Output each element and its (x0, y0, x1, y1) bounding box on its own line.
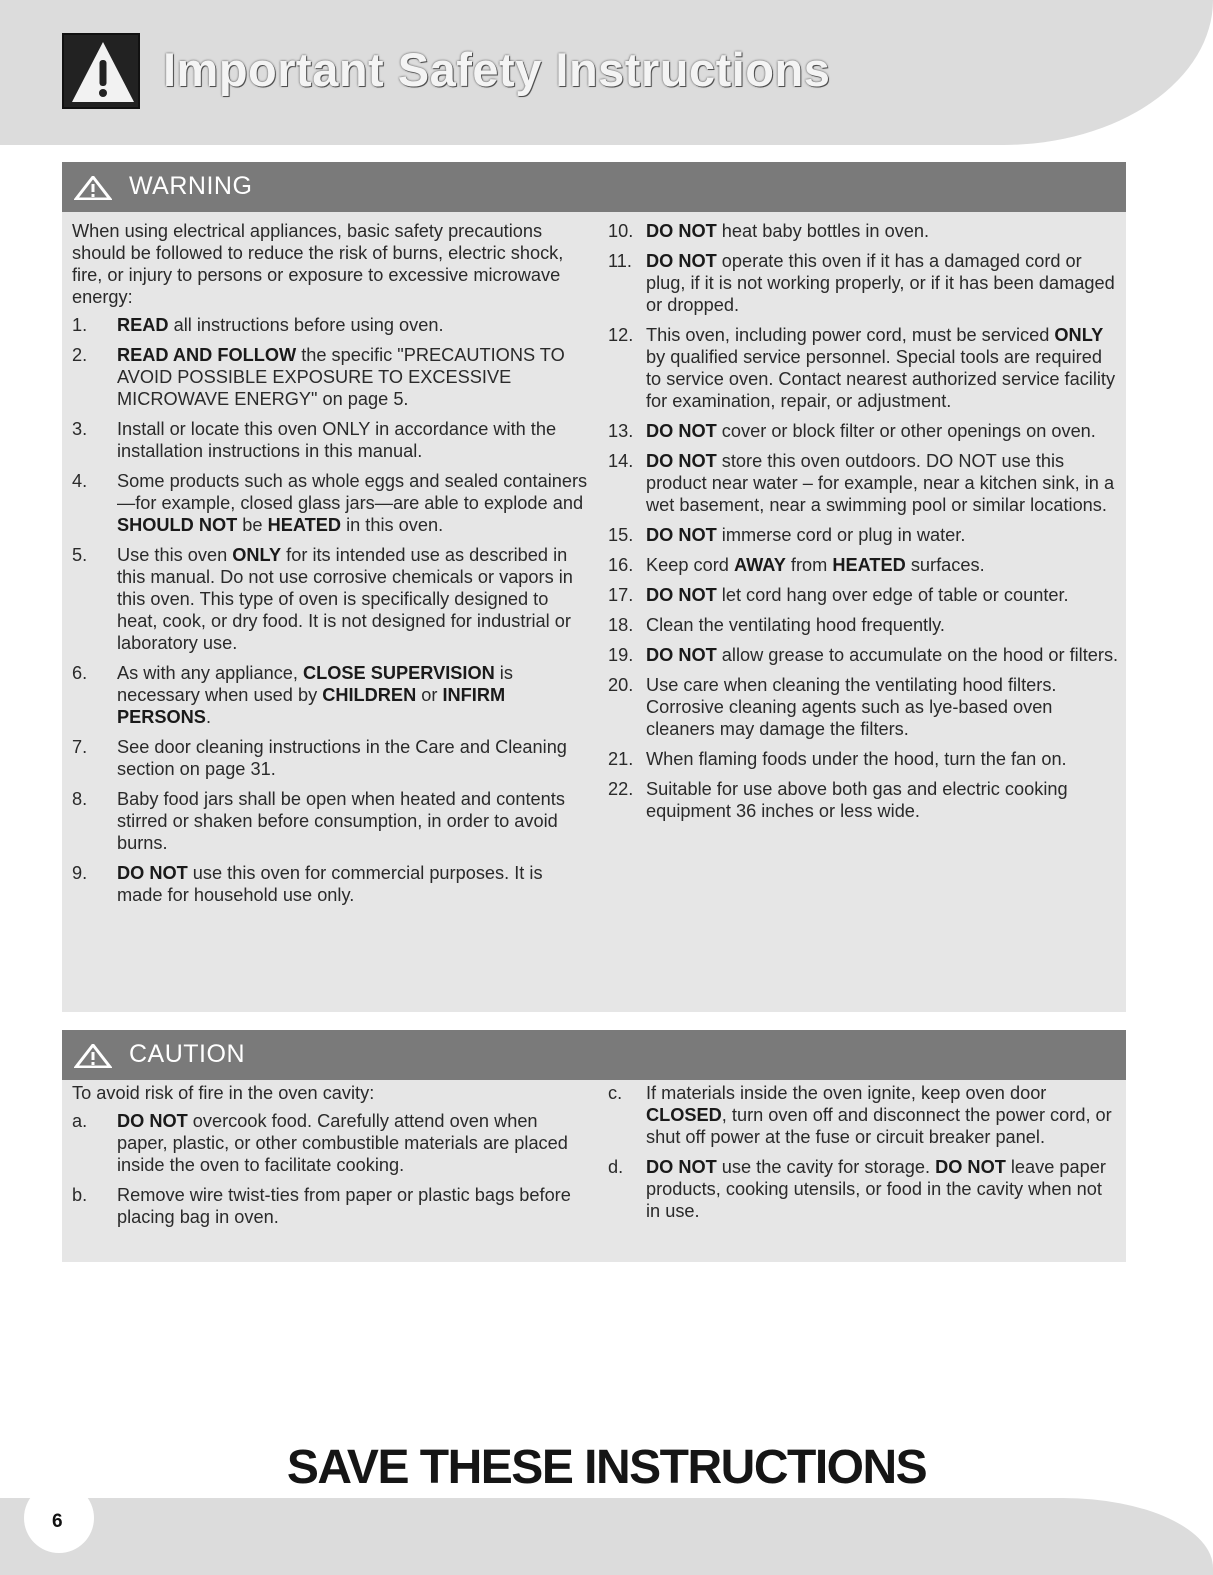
list-item-number: 11. (608, 251, 632, 271)
list-item (72, 344, 592, 410)
list-item-emphasis: DO NOT (117, 1111, 188, 1131)
list-item-text: Suitable for use above both gas and electric cooking equipment 36 inches or less wide. (646, 779, 1068, 821)
list-item-emphasis: HEATED (832, 555, 906, 575)
list-item-text: in this oven. (341, 515, 444, 535)
warning-right-column (608, 220, 1120, 830)
list-item (608, 644, 1120, 666)
list-item (72, 470, 592, 536)
warning-header-bar (62, 162, 1126, 212)
caution-list-left (72, 1110, 572, 1228)
list-item-text: use this oven for commercial purposes. It is made for household use only. (117, 863, 543, 905)
list-item-text: Use this oven (117, 545, 233, 565)
list-item-number: 3. (72, 419, 88, 439)
list-item-text: Clean the ventilating hood frequently. (646, 615, 945, 635)
list-item (72, 418, 592, 462)
list-item-number: 7. (72, 737, 88, 757)
list-item (608, 420, 1120, 442)
list-item (72, 1184, 572, 1228)
list-item-emphasis: ONLY (1054, 325, 1104, 345)
list-item-text: by qualified service personnel. Special tools are required to service oven. Contact nearest authorized service facility for examination, repair, or adjustment. (646, 347, 1116, 411)
list-item-number: 15. (608, 525, 634, 545)
list-item-text: be (237, 515, 268, 535)
list-item (608, 614, 1120, 636)
list-item-number: 22. (608, 779, 634, 799)
list-item-emphasis: CHILDREN (322, 685, 417, 705)
list-item-emphasis: SHOULD NOT (117, 515, 238, 535)
list-item-text: Remove wire twist-ties from paper or plastic bags before placing bag in oven. (117, 1185, 571, 1227)
list-item-emphasis: INFIRM PERSONS (117, 685, 506, 727)
list-item-number: 12. (608, 325, 634, 345)
list-item (72, 544, 592, 654)
list-item-number: 17. (608, 585, 634, 605)
caution-header-bar (62, 1030, 1126, 1080)
list-item (608, 1082, 1120, 1148)
warning-title: WARNING (129, 172, 253, 200)
list-item-text: . (205, 707, 212, 727)
list-item-number: d. (608, 1157, 624, 1177)
list-item-emphasis: DO NOT (646, 1157, 717, 1177)
list-item-number: 21. (608, 749, 634, 769)
list-item-text: As with any appliance, (117, 663, 304, 683)
footer-band (0, 1498, 1213, 1575)
list-item-emphasis: DO NOT (646, 525, 717, 545)
page-title: Important Safety Instructions (163, 43, 831, 96)
list-item-text: overcook food. Carefully attend oven when paper, plastic, or other combustible materials are placed inside the oven to facilitate cooking. (117, 1111, 568, 1175)
list-item-emphasis: HEATED (267, 515, 342, 535)
list-item-text: store this oven outdoors. DO NOT use this product near water – for example, near a kitchen sink, in a wet basement, near a swimming pool or similar locations. (646, 451, 1115, 515)
list-item (608, 250, 1120, 316)
warning-triangle-icon (62, 33, 140, 109)
list-item-emphasis: CLOSED (646, 1105, 722, 1125)
warning-panel (62, 162, 1126, 1012)
save-instructions-heading: SAVE THESE INSTRUCTIONS (286, 1441, 927, 1494)
list-item-number: 6. (72, 663, 88, 683)
list-item-text: use the cavity for storage. (716, 1157, 936, 1177)
list-item (608, 584, 1120, 606)
list-item-text: This oven, including power cord, must be serviced (646, 325, 1055, 345)
list-item-text: immerse cord or plug in water. (716, 525, 966, 545)
list-item-number: 16. (608, 555, 634, 575)
list-item-emphasis: AWAY (733, 555, 786, 575)
warning-triangle-icon (74, 1044, 112, 1068)
list-item-text: or (416, 685, 443, 705)
list-item (72, 662, 592, 728)
list-item-emphasis: DO NOT (935, 1157, 1006, 1177)
list-item (72, 862, 592, 906)
list-item-emphasis: DO NOT (646, 221, 717, 241)
caution-title: CAUTION (129, 1040, 245, 1068)
list-item (608, 524, 1120, 546)
list-item (608, 748, 1120, 770)
warning-triangle-icon (74, 176, 112, 200)
list-item-number: 2. (72, 345, 88, 365)
warning-intro: When using electrical appliances, basic safety precautions should be followed to reduce the risk of burns, electric shock, fire, or injury to persons or exposure to excessive microwave energy: (72, 221, 564, 307)
caution-left-column (72, 1082, 572, 1236)
list-item-text: See door cleaning instructions in the Care and Cleaning section on page 31. (117, 737, 567, 779)
list-item-number: 13. (608, 421, 634, 441)
list-item-text: all instructions before using oven. (168, 315, 444, 335)
list-item (608, 324, 1120, 412)
list-item-number: a. (72, 1111, 88, 1131)
list-item-number: 9. (72, 863, 88, 883)
list-item-text: If materials inside the oven ignite, keep oven door (646, 1083, 1047, 1103)
list-item (608, 220, 1120, 242)
list-item-text: heat baby bottles in oven. (716, 221, 930, 241)
list-item-number: 8. (72, 789, 88, 809)
list-item-text: is necessary when used by (117, 663, 513, 705)
list-item (72, 1110, 572, 1176)
list-item-emphasis: DO NOT (646, 421, 717, 441)
list-item-text: , turn oven off and disconnect the power cord, or shut off power at the fuse or circuit breaker panel. (646, 1105, 1112, 1147)
list-item-emphasis: DO NOT (646, 251, 717, 271)
list-item (608, 778, 1120, 822)
list-item (608, 674, 1120, 740)
list-item-number: 5. (72, 545, 88, 565)
list-item-emphasis: CLOSE SUPERVISION (303, 663, 495, 683)
caution-list-right (608, 1082, 1120, 1222)
list-item-text: Some products such as whole eggs and sealed containers—for example, closed glass jars—are able to explode and (117, 471, 588, 513)
list-item-number: 10. (608, 221, 634, 241)
list-item-emphasis: DO NOT (646, 585, 717, 605)
list-item-number: 1. (72, 315, 88, 335)
caution-intro: To avoid risk of fire in the oven cavity: (72, 1083, 375, 1103)
list-item-text: let cord hang over edge of table or counter. (716, 585, 1069, 605)
list-item-number: 20. (608, 675, 634, 695)
list-item-text: from (785, 555, 833, 575)
list-item-text: allow grease to accumulate on the hood or filters. (716, 645, 1119, 665)
list-item-text: Keep cord (646, 555, 734, 575)
list-item-number: 19. (608, 645, 634, 665)
list-item-emphasis: DO NOT (646, 645, 717, 665)
list-item-text: Baby food jars shall be open when heated and contents stirred or shaken before consumption, in order to avoid burns. (117, 789, 565, 853)
list-item-number: 4. (72, 471, 88, 491)
caution-right-column (608, 1082, 1120, 1230)
list-item-text: the specific "PRECAUTIONS TO AVOID POSSIBLE EXPOSURE TO EXCESSIVE MICROWAVE ENERGY" on page 5. (117, 345, 565, 409)
list-item-text: When flaming foods under the hood, turn the fan on. (646, 749, 1067, 769)
list-item-emphasis: READ AND FOLLOW (117, 345, 297, 365)
list-item-emphasis: READ (117, 315, 169, 335)
caution-panel (62, 1030, 1126, 1262)
list-item-number: b. (72, 1185, 88, 1205)
warning-list-left (72, 314, 592, 906)
warning-left-column (72, 220, 592, 914)
list-item-text: for its intended use as described in this manual. Do not use corrosive chemicals or vapors in this oven. This type of oven is specifically designed to heat, cook, or dry food. It is not designed for industrial or laboratory use. (117, 545, 573, 653)
list-item-number: 14. (608, 451, 634, 471)
list-item-text: operate this oven if it has a damaged cord or plug, if it is not working properly, or if it has been damaged or dropped. (646, 251, 1115, 315)
list-item-emphasis: ONLY (232, 545, 282, 565)
list-item (72, 314, 592, 336)
list-item (72, 788, 592, 854)
list-item-emphasis: DO NOT (117, 863, 188, 883)
page-number: 6 (52, 1511, 63, 1532)
list-item-number: c. (608, 1083, 623, 1103)
list-item-text: cover or block filter or other openings on oven. (716, 421, 1096, 441)
list-item-emphasis: DO NOT (646, 451, 717, 471)
warning-list-right (608, 220, 1120, 822)
list-item (608, 1156, 1120, 1222)
list-item-number: 18. (608, 615, 634, 635)
list-item-text: surfaces. (905, 555, 985, 575)
list-item (608, 554, 1120, 576)
list-item-text: Install or locate this oven ONLY in accordance with the installation instructions in this manual. (117, 419, 557, 461)
list-item-text: leave paper products, cooking utensils, or food in the cavity when not in use. (646, 1157, 1106, 1221)
list-item (608, 450, 1120, 516)
list-item-text: Use care when cleaning the ventilating hood filters. Corrosive cleaning agents such as lye-based oven cleaners may damage the filters. (646, 675, 1057, 739)
list-item (72, 736, 592, 780)
